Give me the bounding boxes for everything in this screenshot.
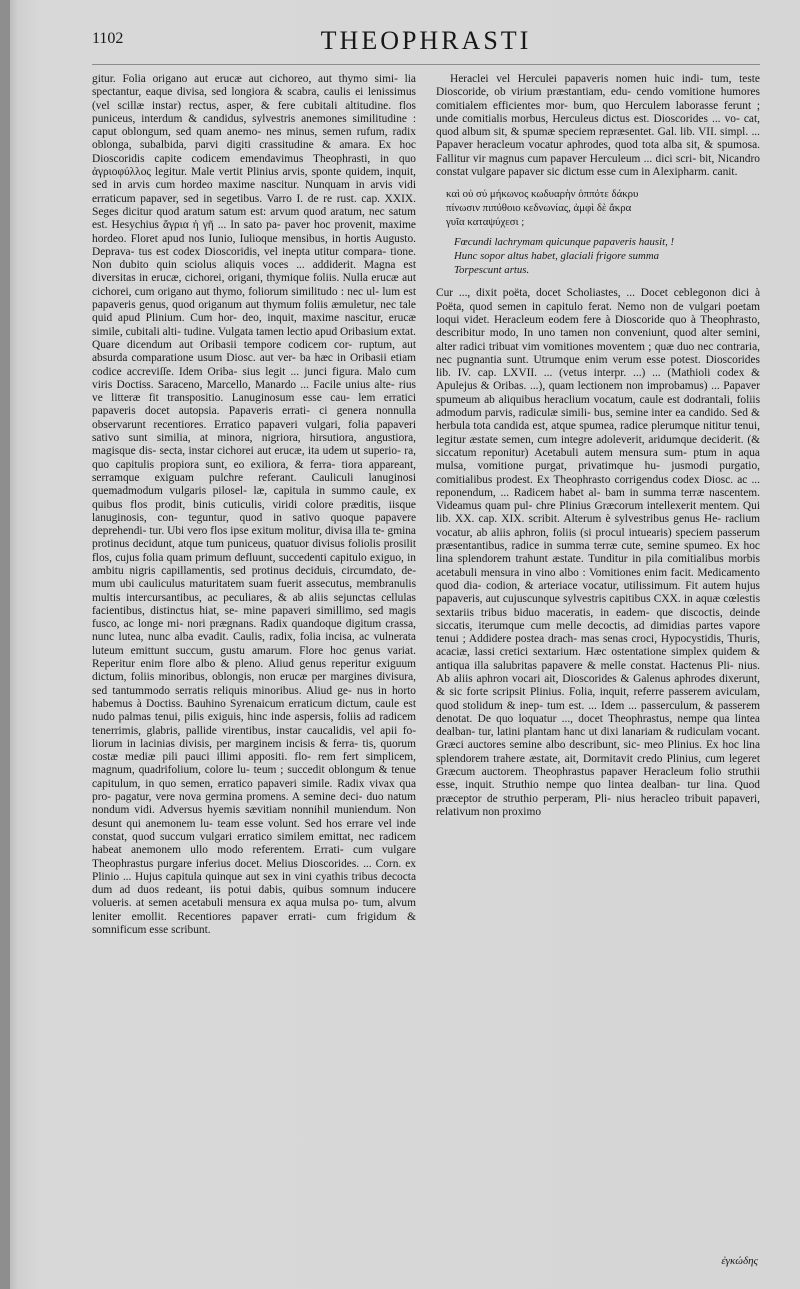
latin-verse-line: Fœcundi lachrymam quicunque papaveris hausit, ! (454, 236, 675, 249)
quotation-block (446, 187, 754, 277)
running-title: THEOPHRASTI (320, 26, 532, 55)
greek-verse-line: καὶ οὐ σύ μήκωνος κωδυαρὴν ὁππότε δάκρυ (446, 188, 639, 201)
greek-verse-line: πίνωσιν πιπύθοιο κεδνωνίας, ἀμφὶ δὲ ἄκρα (446, 202, 632, 215)
latin-verse-line: Torpescunt artus. (454, 264, 530, 277)
page-gutter-shadow (0, 0, 10, 1289)
latin-verse-translation (446, 235, 754, 277)
right-column (436, 73, 760, 941)
right-column-paragraph: Cur ..., dixit poëta, docet Scholiastes, ... Docet ceblegonon dici à Poëta, quod semen in capitulo ferat. Nemo non de vulgari poetam loqui videt. Heracleum eodem fere à Dioscoride quo à Theophrasto, describitur modo, In uno tamen non conveniunt, quod alter semini, alter radici tribuat vim vomitiones moventem ; quæ duo nec contraria, nec pugnantia sunt. Utrumque enim verum esse potest. Dioscorides lib. IV. cap. LXVII. ... (vetus interpr. ...) ... (Mathioli codex & Apulejus & Oribas. ...), quam lectionem non improbamus) ... Papaver spumeum ab aliquibus heraclium vocatum, caule est dodrantali, foliis admodum parvis, radiculæ simili- bus, semine inter ea candido. Sed & herbula tota candida est, atque spumea, radice plerumque nititur tenui, legitur æstate semen, cum integre adoleverit, aridumque deciderit. (& siccatum reponitur) Acetabuli autem mensura sum- ptum in aqua mulsa, vomitione purgat, privatimque hu- jusmodi purgatio, comitialibus prodest. Ex Theophrasto corrigendus codex Diosc. ac ... reponendum, ... Radicem habet al- bam in summa terræ nascentem. Videamus quam pul- chre Plinius Græcorum intellexerit mentem. Qui lib. XX. cap. XIX. scribit. Alterum è sylvestribus genus He- raclium vocatur, ab aliis aphron, foliis (si procul intuearis) speciem passerum præsentantibus, radice in summa terræ cute, semine spumeo. Ex hoc lina splendorem trahunt æstate. Tunditur in pila comitialibus morbis acetabuli mensura in vino albo : Vomitiones enim facit. Medicamento quod dia- codion, & arteriace vocatur, utilissimum. Fit autem hujus papaveris, aut cujuscunque sylvestris capitibus CXX. in aquæ cœlestis sextariis tribus biduo maceratis, in eadem- que discoctis, deinde siccatis, iterumque cum melle decoctis, ad dimidias partes vapore tenui ; Addidere postea drach- mas senas croci, Hypocystidis, Thuris, acaciæ, lassi cretici sextarium. Hæc ostentatione simplex quidem & antiqua illa salubritas papavere & melle constat. Hactenus Pli- nius. Ab aliis aphron vocari ait, Dioscorides & Galenus aphrodes dixerunt, & sic forte scripsit Plinius. Folia, inquit, referre passerem aviculam, quod stolidum & inep- tum est. ... Idem ... passerculum, & passerem denotat. De quo loquatur ..., docet Theophrastus, nempe qua lintea dealban- tur, latini plantam hanc ut dixi lanariam & rudiculam vocant. Græci auctores semine albo describunt, sic- meo Plinius. Ex hoc lina splendorem trahere æstate, ait, Dormitavit credo Plinius, cum legeret Græcum auctorem. Theophrastus papaver Heracleum folio struthii esse, inquit. Struthio nempe quo lintea dealban- tur lina. Quod præceptor de struthio perperam, Pli- nius heracleo tribuit papaveri, relativum non proximo (436, 287, 760, 818)
greek-quotation (446, 187, 754, 229)
left-column-paragraph: gitur. Folia origano aut erucæ aut cichoreo, aut thymo simi- lia spectantur, eaque divisa, sed longiora & scabra, caulis ei lenissimus (vel scillæ instar) rectus, asper, & fere cubitali altitudine. flos puniceus, interdum & candidus, sylvestris anemones similitudine : caput oblongum, sed quam anemo- nes minus, semen rufum, radix oblonga, subalbida, parvi digiti crassitudine & amara. Ex hoc Dioscoridis capite codicem emendavimus Theophrasti, in quo ἀγριοφύλλος legitur. Male vertit Plinius arvis, sponte quidem, inquit, sed in arvis cum hordeo maxime nascitur. Nunquam in arvis vidi erraticum papaver, sed in segetibus. Varro I. de re rust. cap. XXIX. Seges dicitur quod aratum satum est: arvum quod aratum, nec satum est. Hesychius ἄγρια ἡ γῆ ... In sato pa- paver hoc provenit, maxime hordeo. Floret apud nos Iunio, Iulioque mensibus, in hortis Augusto. Deprava- tus est codex Dioscoridis, vel inepta utitur compara- tione. Non dubito quin sciolus aliquis voces ... addiderit. Magna est diversitas in erucæ, cichorei, origani, thymique foliis. Nulla erucæ aut cichorei, cum origano aut thymo, foliorum similitudo : nec ul- lum est papaveris genus, quod origanum aut thymum foliis æmuletur, nec tale quid apud Plinium. Cum hor- deo, inquit, maxime nascitur, erucæ simile, cubitali alti- tudine. Vulgata tamen lectio apud Oribasium extat. Quare dicendum aut Oribasii tempore codicem cor- ruptum, aut absurda comparatione usum Diosc. aut ver- ba hæc in Oribasii etiam codice accreviſſe. Idem Oriba- sius legit ... junci figura. Malo cum viris Doctiss. Saraceno, Marcello, Manardo ... Facile unius alte- rius ve litteræ fit transpositio. Lanuginosum esse cau- lem erratici papaveris docet autopsia. Papaveris errati- ci genera nonnulla observarunt recentiores. Erratico papaveri vulgari, folia papaveri sativo sunt similia, at minora, nigriora, hirsutiora, angustiora, magisque dis- secta, instar cichorei aut erucæ, ita udem ut superio- ra, quo capitulis propiora sunt, eo exiliora, & ferra- tiora appareant, serramque exiguam pulchre referant. Cauliculi lanuginosi quemadmodum vulgaris pilosel- læ, capitula in summo caule, ex quibus flos prodit, binis cuticulis, viridi colore præditis, iisque lanuginosis, con- teguntur, quod in sativo quoque papavere deprehendi- tur. Ubi vero flos ipse exitum molitur, divisa illa te- gmina protinus decidunt, atque tum puniceus, quatuor divisus foliolis prosilit flos, cujus folia quam primum defluunt, succedenti capitulo exiguo, in ambitu nigris capillamentis, sed protinus deciduis, circumdato, de- mum ubi cauliculus maturitatem suam fuerit assecutus, membranulis multis intercursantibus, ac peculiares, & ab aliis sejunctas cellulas facientibus, distinctus hiat, se- mine papaveri simillimo, sed magis fusco, ac longe mi- nori prægnans. Radix quandoque digitum crassa, nunc lutea, nunc alba evadit. Caulis, radix, folia incisa, ac vulnerata luteum emittunt succum, gustu amarum. Flore hoc genus variat. Reperitur enim flore albo & pleno. Aliud genus reperitur exiguum dictum, foliis minoribus, oblongis, non erucæ per margines divisura, sed tantummodo serratis reliquis minoribus. Aliud ge- nus in horto habemus à Doctiss. Bauhino Syrenaicum erraticum dictum, caule est nudo palmas tenui, pilis exiguis, hinc inde aspersis, foliis ad radicem tenerrimis, glabris, pallide virentibus, instar caucalidis, vel apii fo- liorum in lacinias divisis, per marginem incisis & ferra- tis, quorum costæ mediæ pili pauci illimi appositi. flo- rem fert simplicem, magnum, quadrifolium, colore lu- teum ; succedit oblongum & tenue capitulum, in quo semen, erratico papaveri simile. Radix vivax qua pro- pagatur, vere nova germina promens. A semine deci- duo natum nondum vidi. Adversus hyemis sævitiam nonnihil muniendum. Non desunt qui anemonem lu- team esse volunt. Sed hos errare vel inde constat, quod succum vulgari erratico similem emittat, nec radicem habeat anemonem ullo modo referentem. Errati- cum vulgare Theophrastus purgare inferius docet. Melius Dioscorides. ... Corn. ex Plinio ... Hujus capitula quinque aut sex in vini cyathis tribus decocta dum ad duos redeant, iis potui dabis, quibus somnum inducere volueris. at semen acetabuli mensura ex aqua mulsa po- tum, alvum leniter emollit. Recentiores papaver errati- cum frigidum & somnificum esse scribunt. (92, 73, 416, 936)
greek-verse-line: γυῖα καταψύχεσι ; (446, 216, 525, 229)
latin-verse-line: Hunc sopor altus habet, glaciali frigore summa (454, 250, 660, 263)
catchword: ἐγκώδης (721, 1255, 758, 1267)
left-column (92, 73, 416, 941)
right-column-paragraph: Heraclei vel Herculei papaveris nomen huic indi- tum, teste Dioscoride, ob virium præstantiam, edu- cendo vomitione humores comitialem efficientes mor- bum, quo Herculem laborasse ferunt ; unde comitialis morbus, Herculeus dictus est. Dioscorides ... vo- cat, quod album sit, & spumæ speciem repræsentet. Gal. lib. VII. simpl. ... Papaver heracleum vocatur aphrodes, quod tota alba sit, & spumosa. Fallitur vir magnus cum papaver Herculeum ... dici scri- bit, Nicandro constat vulgare papaver sic dictum esse cum in Alexipharm. canit. (436, 73, 760, 179)
text-columns (92, 73, 760, 941)
page-number: 1102 (92, 30, 124, 47)
page-header (92, 26, 760, 65)
